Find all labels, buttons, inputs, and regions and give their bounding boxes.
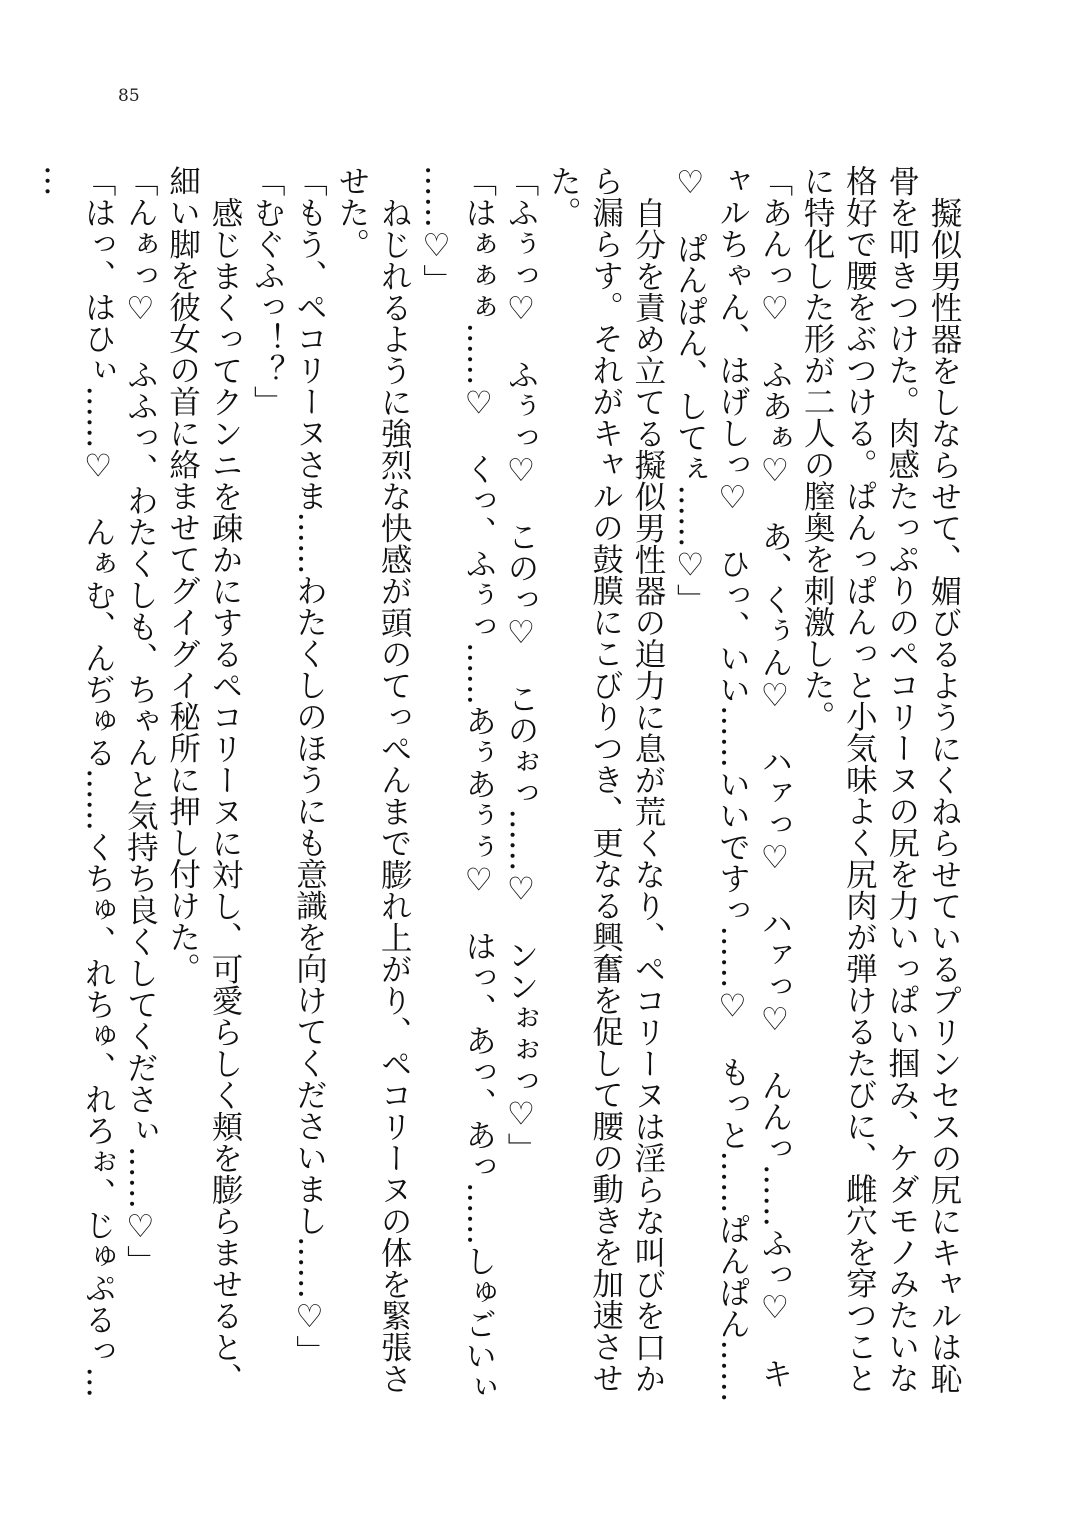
paragraph: 感じまくってクンニを疎かにするペコリーヌに対し、可愛らしく頬を膨らませると、細い脚を彼女の首に絡ませてグイグイ秘所に押し付けた。: [164, 165, 243, 1394]
dialogue-line: 「もう、ペコリーヌさま……わたくしのほうにも意識を向けてくださいまし……♡」: [291, 165, 328, 1367]
dialogue-line: 「はぁぁぁ……♡ くっ、ふぅっ……あぅあぅぅ♡ はっ、あっ、あっ……しゅごいぃ……♡」: [418, 165, 497, 1403]
paragraph: 自分を責め立てる擬似男性器の迫力に息が荒くなり、ペコリーヌは淫らな叫びを口から漏らす。それがキャルの鼓膜にこびりつき、更なる興奮を促して腰の動きを加速させた。: [545, 165, 666, 1394]
dialogue-line: 「あんっ♡ ふあぁ♡ あ、くぅん♡ ハァっ♡ ハァっ♡ んんっ……ふっ♡ キャルちゃん、はげしっ♡ ひっ、いい……いいですっ……♡ もっと……ぱんぱん……♡ ぱんぱん、してぇ……♡」: [672, 165, 793, 1403]
page-number: 85: [118, 86, 140, 106]
paragraph: ねじれるように強烈な快感が頭のてっぺんまで膨れ上がり、ペコリーヌの体を緊張させた。: [333, 165, 413, 1394]
dialogue-line: 「はっ、はひぃ……♡ んぁむ、んぢゅる……くちゅ、れちゅ、れろぉ、じゅぷるっ……: [37, 165, 117, 1398]
dialogue-line: 「ふぅっ♡ ふぅっ♡ このっ♡ このぉっ……♡ ンンぉぉっ♡」: [503, 165, 540, 1164]
body-text: [37, 165, 965, 1405]
dialogue-line: 「んぁっ♡ ふふっ、わたくしも、ちゃんと気持ち良くしてくださぃ……♡」: [122, 165, 159, 1277]
dialogue-line: 「むぐふっ！？」: [249, 165, 286, 417]
paragraph: 擬似男性器をしならせて、媚びるようにくねらせているプリンセスの尻にキャルは恥骨を叩きつけた。肉感たっぷりのペコリーヌの尻を力いっぱい掴み、ケダモノみたいな格好で腰をぶつける。ぱんっぱんっと小気味よく尻肉が弾けるたびに、雌穴を穿つことに特化した形が二人の膣奥を刺激した。: [799, 165, 962, 1394]
